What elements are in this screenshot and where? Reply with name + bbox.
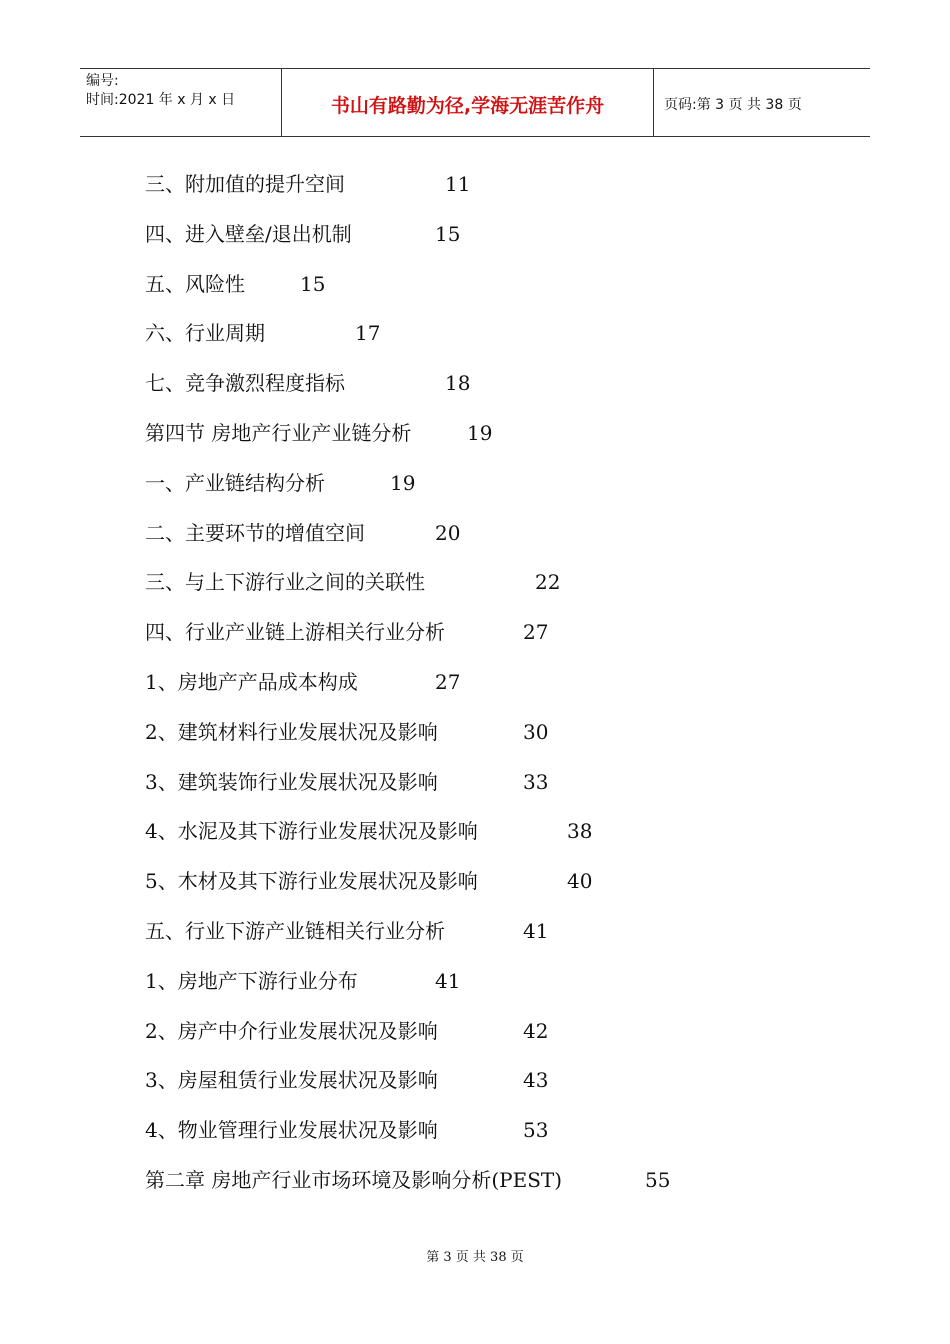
toc-entry[interactable] <box>145 317 865 367</box>
toc-entry-page: 27 <box>523 620 549 645</box>
page-footer: 第 3 页 共 38 页 <box>426 1250 524 1265</box>
toc-entry-page: 41 <box>523 918 549 943</box>
toc-entry-title: 1、房地产下游行业分布 <box>145 968 358 993</box>
toc-entry-title: 六、行业周期 <box>145 321 265 346</box>
toc-entry-page: 20 <box>435 520 461 545</box>
toc-entry[interactable] <box>145 815 865 865</box>
toc-entry-title: 第四节 房地产行业产业链分析 <box>145 420 412 445</box>
toc-entry-title: 5、木材及其下游行业发展状况及影响 <box>145 869 478 894</box>
toc-entry-page: 19 <box>390 470 416 495</box>
toc-entry-title: 3、房屋租赁行业发展状况及影响 <box>145 1068 438 1093</box>
toc-entry[interactable] <box>145 517 865 567</box>
header-motto: 书山有路勤为径,学海无涯苦作舟 <box>282 69 654 136</box>
toc-entry[interactable] <box>145 268 865 318</box>
toc-entry-title: 一、产业链结构分析 <box>145 470 325 495</box>
toc-entry[interactable] <box>145 965 865 1015</box>
toc-entry-page: 17 <box>355 321 381 346</box>
toc-entry[interactable] <box>145 367 865 417</box>
toc-entry-title: 五、风险性 <box>145 271 245 296</box>
toc-entry[interactable] <box>145 1164 865 1214</box>
toc-entry-page: 33 <box>523 769 549 794</box>
document-date-label: 时间:2021 年 x 月 x 日 <box>86 92 236 108</box>
toc-entry-title: 四、行业产业链上游相关行业分析 <box>145 620 445 645</box>
toc-entry-page: 22 <box>535 570 561 595</box>
toc-entry-title: 三、附加值的提升空间 <box>145 172 345 196</box>
toc-entry-page: 55 <box>645 1167 671 1192</box>
toc-entry-title: 2、建筑材料行业发展状况及影响 <box>145 719 438 744</box>
toc-entry-title: 七、竞争激烈程度指标 <box>145 371 345 396</box>
toc-entry-page: 42 <box>523 1018 549 1043</box>
toc-entry-title: 二、主要环节的增值空间 <box>145 520 365 545</box>
toc-entry-page: 15 <box>435 221 461 246</box>
toc-entry-title: 4、水泥及其下游行业发展状况及影响 <box>145 819 478 844</box>
toc-entry[interactable] <box>145 915 865 965</box>
toc-entry-title: 四、进入壁垒/退出机制 <box>145 221 352 246</box>
toc-entry[interactable] <box>145 1015 865 1065</box>
toc-entry-page: 15 <box>300 271 326 296</box>
toc-entry-title: 4、物业管理行业发展状况及影响 <box>145 1118 438 1143</box>
toc-entry[interactable] <box>145 566 865 616</box>
document-number-label: 编号: <box>86 73 119 89</box>
toc-entry[interactable] <box>145 1064 865 1114</box>
toc-entry-title: 3、建筑装饰行业发展状况及影响 <box>145 769 438 794</box>
toc-entry[interactable] <box>145 168 865 218</box>
toc-entry-page: 27 <box>435 669 461 694</box>
table-of-contents <box>145 168 865 1214</box>
page-header <box>80 68 870 137</box>
toc-entry[interactable] <box>145 218 865 268</box>
toc-entry-page: 43 <box>523 1068 549 1093</box>
toc-entry-title: 五、行业下游产业链相关行业分析 <box>145 918 445 943</box>
header-page-info: 页码:第 3 页 共 38 页 <box>664 96 802 113</box>
toc-entry[interactable] <box>145 865 865 915</box>
toc-entry[interactable] <box>145 716 865 766</box>
toc-entry[interactable] <box>145 766 865 816</box>
toc-entry-page: 38 <box>567 819 593 844</box>
toc-entry-title: 1、房地产产品成本构成 <box>145 669 358 694</box>
toc-entry-title: 三、与上下游行业之间的关联性 <box>145 570 425 595</box>
toc-entry-page: 19 <box>467 420 493 445</box>
toc-entry-page: 53 <box>523 1118 549 1143</box>
toc-entry[interactable] <box>145 666 865 716</box>
header-meta <box>80 69 282 136</box>
toc-entry[interactable] <box>145 417 865 467</box>
toc-entry[interactable] <box>145 1114 865 1164</box>
toc-entry-page: 11 <box>445 172 471 196</box>
toc-entry-title: 2、房产中介行业发展状况及影响 <box>145 1018 438 1043</box>
toc-entry[interactable] <box>145 467 865 517</box>
toc-entry-page: 40 <box>567 869 593 894</box>
toc-entry-page: 18 <box>445 371 471 396</box>
toc-entry-title: 第二章 房地产行业市场环境及影响分析(PEST) <box>145 1167 563 1192</box>
toc-entry[interactable] <box>145 616 865 666</box>
toc-entry-page: 41 <box>435 968 461 993</box>
toc-entry-page: 30 <box>523 719 549 744</box>
